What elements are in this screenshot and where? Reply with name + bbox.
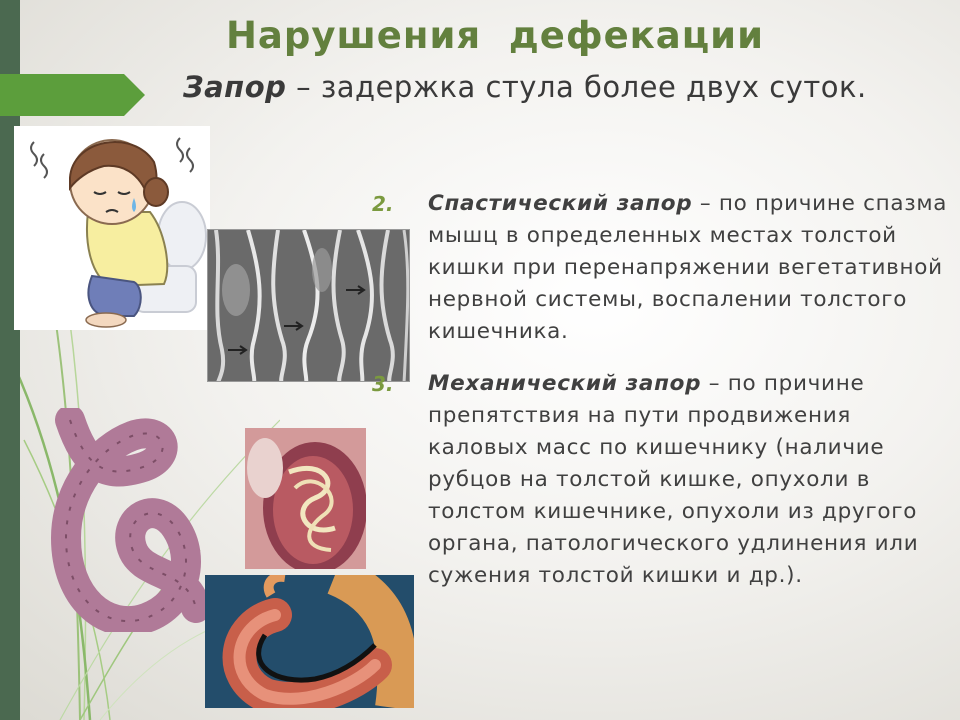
item-term: Спастический запор — [428, 191, 693, 216]
list-item-spastic — [372, 188, 952, 348]
slide-title: Нарушения дефекации — [225, 14, 765, 57]
item-term: Механический запор — [428, 371, 702, 396]
item-text — [428, 368, 952, 592]
subtitle — [183, 70, 867, 104]
item-description: – по причине спазма мышц в определенных местах толстой кишки при перенапряжении вегетативной нервной системы, воспалении толстого кишечника. — [428, 191, 948, 344]
subtitle-definition: – задержка стула более двух суток. — [286, 70, 867, 104]
subtitle-term: Запор — [183, 70, 287, 104]
causes-list — [372, 188, 952, 612]
girl-on-toilet-illustration — [14, 126, 210, 330]
worms-in-intestine-photo — [245, 428, 366, 569]
item-number: 2. — [372, 192, 394, 216]
list-item-mechanical — [372, 368, 952, 592]
item-number: 3. — [372, 372, 394, 396]
knotted-intestine-illustration — [36, 408, 212, 632]
item-text — [428, 188, 952, 348]
item-description: – по причине препятствия на пути продвижения каловых масс по кишечнику (наличие рубцов на толстой кишке, опухоли в толстом кишечнике, опухоли из другого органа, патологического удлинения или сужения толстой кишки и др.). — [428, 371, 919, 588]
